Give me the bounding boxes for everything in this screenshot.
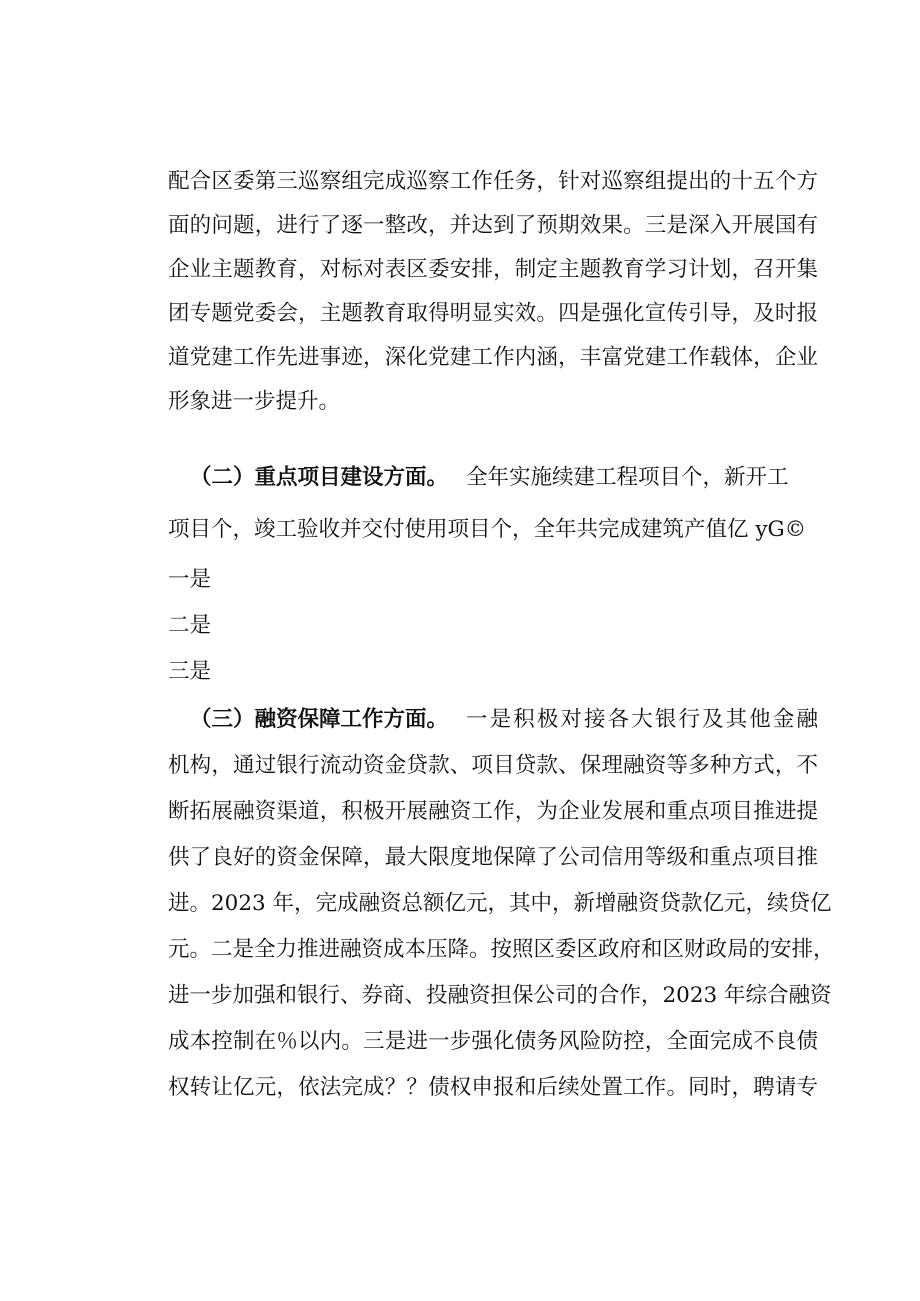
paragraph-2-line-1: （二）重点项目建设方面。 全年实施续建工程项目个，新开工: [0, 456, 920, 500]
section-heading-key-projects: （二）重点项目建设方面。: [190, 465, 449, 490]
paragraph-1-line-2: 面的问题，进行了逐一整改，并达到了预期效果。三是深入开展国有: [168, 213, 818, 238]
paragraph-3-line-5: 进。2023 年，完成融资总额亿元，其中，新增融资贷款亿元，续贷亿: [168, 891, 832, 916]
paragraph-1-line-1: 配合区委第三巡察组完成巡察工作任务，针对巡察组提出的十五个方: [168, 169, 818, 194]
paragraph-1-line-5: 道党建工作先进事迹，深化党建工作内涵，丰富党建工作载体，企业: [168, 345, 818, 370]
section-heading-financing: （三）融资保障工作方面。: [190, 707, 449, 732]
paragraph-3-line-7: 进一步加强和银行、券商、投融资担保公司的合作，2023 年综合融资: [168, 983, 832, 1008]
paragraph-3-line-9: 权转让亿元，依法完成？？债权申报和后续处置工作。同时，聘请专: [168, 1075, 818, 1100]
list-item-1: 一是: [168, 567, 212, 592]
paragraph-3-line-8: 成本控制在％以内。三是进一步强化债务风险防控，全面完成不良债: [168, 1029, 818, 1054]
paragraph-3-line-2: 机构，通过银行流动资金贷款、项目贷款、保理融资等多种方式，不: [168, 753, 818, 778]
paragraph-1-line-6: 形象进一步提升。: [168, 389, 341, 414]
list-item-3: 三是: [168, 659, 212, 684]
paragraph-3-line-4: 供了良好的资金保障，最大限度地保障了公司信用等级和重点项目推: [168, 845, 818, 870]
paragraph-1-line-3: 企业主题教育，对标对表区委安排，制定主题教育学习计划，召开集: [168, 257, 818, 282]
list-item-2: 二是: [168, 613, 212, 638]
paragraph-3-line-1: （三）融资保障工作方面。 一是积极对接各大银行及其他金融: [0, 698, 920, 742]
paragraph-3-line-3: 断拓展融资渠道，积极开展融资工作，为企业发展和重点项目推进提: [168, 799, 818, 824]
paragraph-2-line-2: 项目个，竣工验收并交付使用项目个，全年共完成建筑产值亿 yG©: [168, 517, 807, 542]
paragraph-1-line-4: 团专题党委会，主题教育取得明显实效。四是强化宣传引导，及时报: [168, 301, 818, 326]
paragraph-3-line-6: 元。二是全力推进融资成本压降。按照区委区政府和区财政局的安排，: [168, 937, 835, 962]
